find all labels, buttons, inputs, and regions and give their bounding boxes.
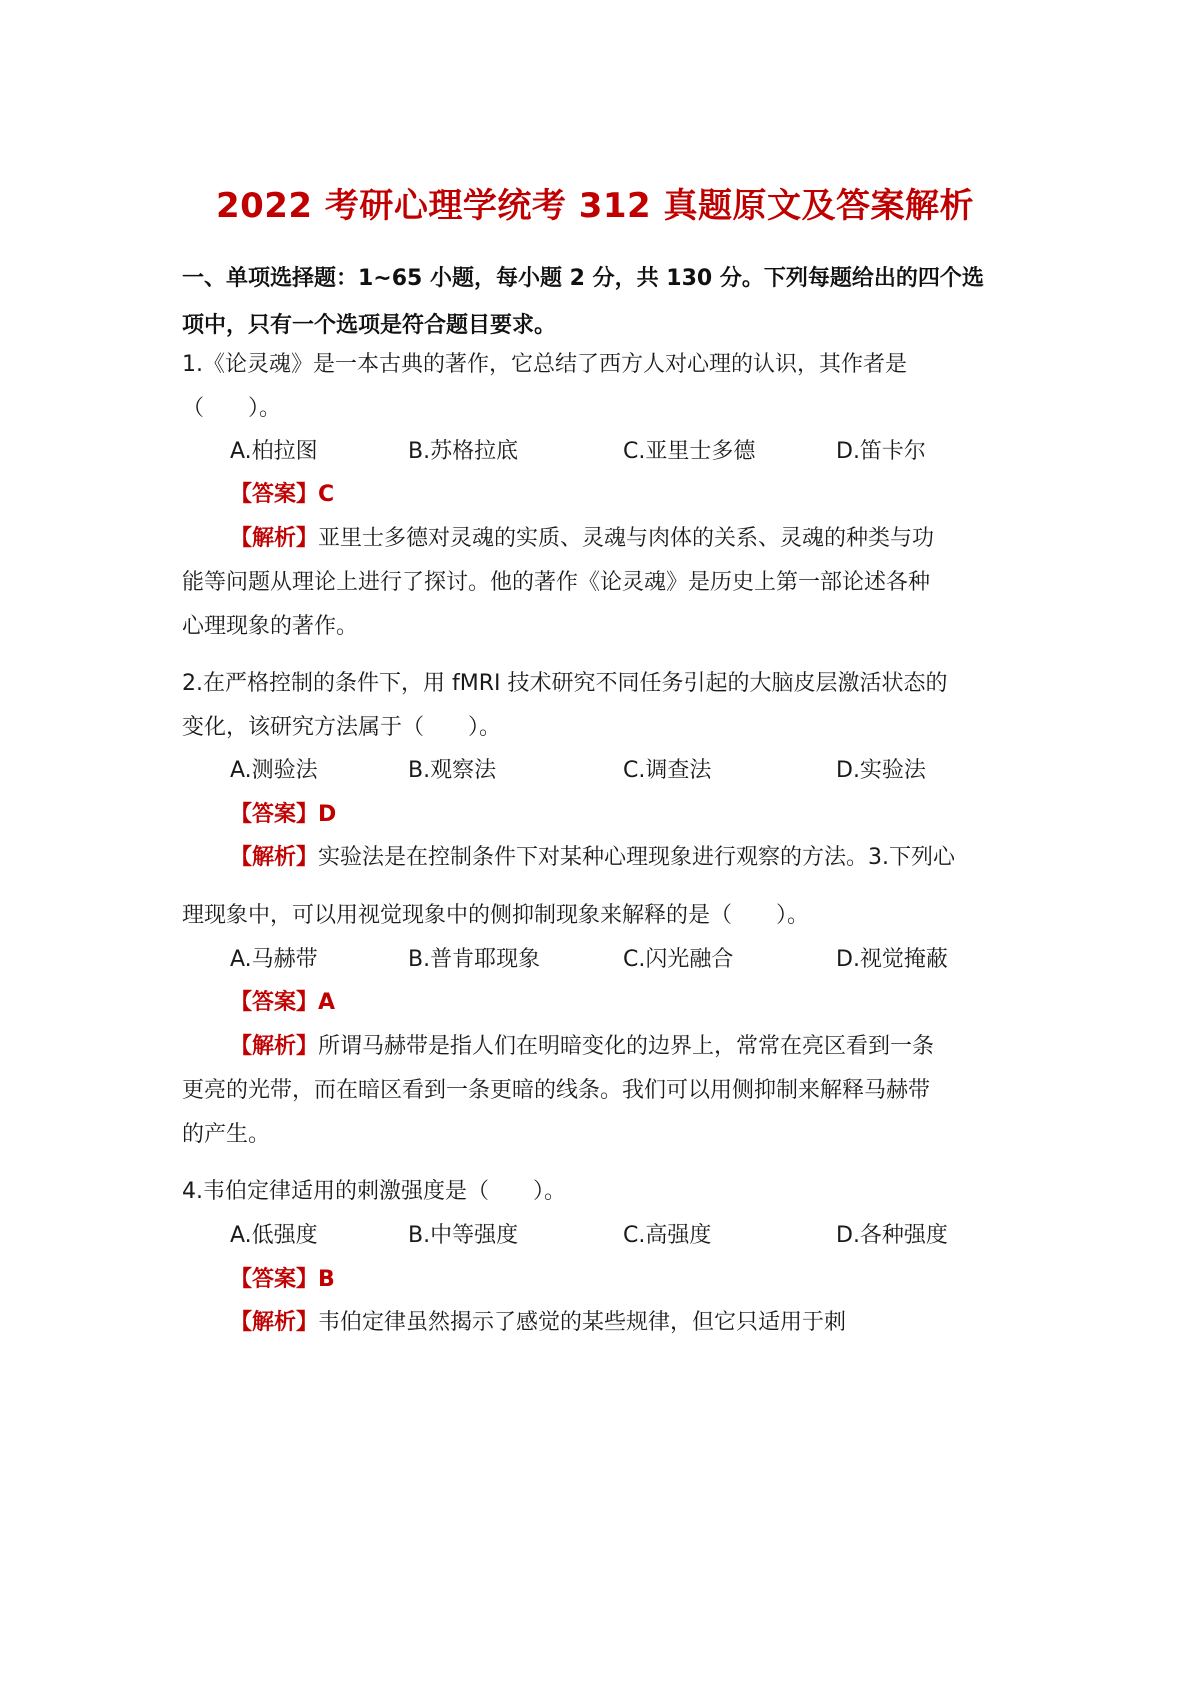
analysis-tag: 【解析】 bbox=[230, 845, 319, 870]
question-1-stem-line-1: 1.《论灵魂》是一本古典的著作，它总结了西方人对心理的认识，其作者是 bbox=[182, 352, 907, 377]
question-4-option-a: A.低强度 bbox=[230, 1223, 318, 1248]
answer-tag: 【答案】 bbox=[230, 802, 319, 827]
analysis-text: 实验法是在控制条件下对某种心理现象进行观察的方法。3.下列心 bbox=[318, 845, 956, 870]
analysis-text: 韦伯定律虽然揭示了感觉的某些规律，但它只适用于刺 bbox=[318, 1310, 847, 1335]
question-4-option-d: D.各种强度 bbox=[836, 1223, 948, 1248]
question-3-option-c: C.闪光融合 bbox=[623, 947, 734, 972]
analysis-tag: 【解析】 bbox=[230, 1034, 319, 1059]
question-3-option-b: B.普肯耶现象 bbox=[408, 947, 541, 972]
question-1-option-c: C.亚里士多德 bbox=[623, 439, 756, 464]
question-3-analysis-line-2: 更亮的光带，而在暗区看到一条更暗的线条。我们可以用侧抑制来解释马赫带 bbox=[182, 1078, 931, 1103]
question-2-option-b: B.观察法 bbox=[408, 758, 497, 783]
section-heading-line-2: 项中，只有一个选项是符合题目要求。 bbox=[182, 313, 557, 338]
question-4-answer bbox=[230, 1265, 335, 1295]
question-2-stem-line-1: 2.在严格控制的条件下，用 fMRI 技术研究不同任务引起的大脑皮层激活状态的 bbox=[182, 671, 948, 696]
question-4-analysis-line-1 bbox=[230, 1308, 846, 1338]
analysis-tag: 【解析】 bbox=[230, 1310, 319, 1335]
question-2-answer bbox=[230, 800, 336, 830]
question-3-answer bbox=[230, 988, 335, 1018]
answer-value: A bbox=[318, 990, 336, 1015]
section-heading bbox=[182, 255, 1032, 349]
answer-tag: 【答案】 bbox=[230, 1267, 319, 1292]
analysis-tag: 【解析】 bbox=[230, 526, 319, 551]
question-1-analysis-line-1 bbox=[230, 524, 934, 554]
question-1-option-b: B.苏格拉底 bbox=[408, 439, 519, 464]
answer-value: D bbox=[318, 802, 337, 827]
question-4-option-c: C.高强度 bbox=[623, 1223, 712, 1248]
question-1-analysis-line-2: 能等问题从理论上进行了探讨。他的著作《论灵魂》是历史上第一部论述各种 bbox=[182, 570, 931, 595]
question-3-option-d: D.视觉掩蔽 bbox=[836, 947, 948, 972]
analysis-text: 所谓马赫带是指人们在明暗变化的边界上，常常在亮区看到一条 bbox=[318, 1034, 935, 1059]
analysis-text: 亚里士多德对灵魂的实质、灵魂与肉体的关系、灵魂的种类与功 bbox=[318, 526, 935, 551]
answer-value: C bbox=[318, 482, 335, 507]
question-1-option-a: A.柏拉图 bbox=[230, 439, 318, 464]
question-3-analysis-line-1 bbox=[230, 1032, 934, 1062]
question-4-option-b: B.中等强度 bbox=[408, 1223, 519, 1248]
question-1-analysis-line-3: 心理现象的著作。 bbox=[182, 614, 359, 639]
section-heading-line-1: 一、单项选择题：1~65 小题，每小题 2 分，共 130 分。下列每题给出的四个选 bbox=[182, 266, 984, 291]
question-3-analysis-line-3: 的产生。 bbox=[182, 1122, 271, 1147]
question-2-option-c: C.调查法 bbox=[623, 758, 712, 783]
question-1-answer bbox=[230, 480, 334, 510]
document-title: 2022 考研心理学统考 312 真题原文及答案解析 bbox=[215, 186, 975, 226]
question-2-option-a: A.测验法 bbox=[230, 758, 318, 783]
question-2-stem-line-2: 变化，该研究方法属于（ ）。 bbox=[182, 715, 502, 740]
question-1-option-d: D.笛卡尔 bbox=[836, 439, 926, 464]
answer-tag: 【答案】 bbox=[230, 990, 319, 1015]
question-4-stem-line-1: 4.韦伯定律适用的刺激强度是（ ）。 bbox=[182, 1179, 566, 1204]
question-2-analysis-line-2: 理现象中，可以用视觉现象中的侧抑制现象来解释的是（ ）。 bbox=[182, 903, 810, 928]
answer-value: B bbox=[318, 1267, 335, 1292]
answer-tag: 【答案】 bbox=[230, 482, 319, 507]
question-3-option-a: A.马赫带 bbox=[230, 947, 318, 972]
question-1-stem-line-2: （ ）。 bbox=[182, 396, 282, 421]
question-2-option-d: D.实验法 bbox=[836, 758, 926, 783]
question-2-analysis-line-1 bbox=[230, 843, 955, 873]
